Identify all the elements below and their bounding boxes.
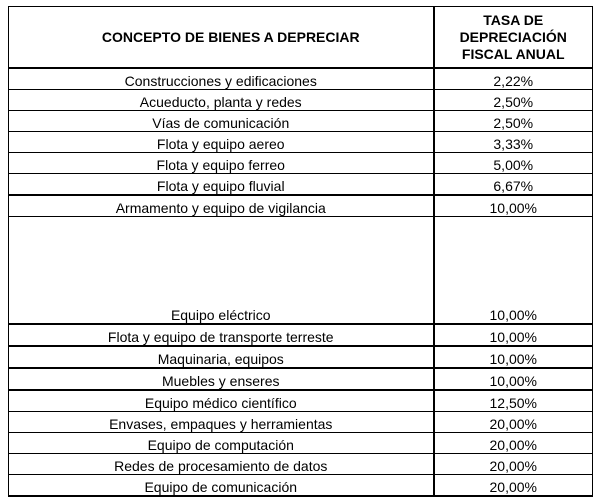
rate-title-line-2: DEPRECIACIÓN <box>459 28 567 45</box>
depreciation-rates-table <box>8 6 593 497</box>
rate-cell: 10,00% <box>434 346 593 368</box>
rate-cell: 20,00% <box>434 475 593 497</box>
table-row <box>9 153 593 174</box>
concept-cell: Envases, empaques y herramientas <box>9 412 434 433</box>
table-row <box>9 68 593 90</box>
concept-cell: Armamento y equipo de vigilancia <box>9 195 434 217</box>
concept-cell: Flota y equipo fluvial <box>9 174 434 196</box>
table-row <box>9 368 593 390</box>
table-row <box>9 475 593 497</box>
concept-cell: Vías de comunicación <box>9 111 434 132</box>
table-row <box>9 217 593 325</box>
rate-cell: 6,67% <box>434 174 593 196</box>
concept-cell: Equipo de comunicación <box>9 475 434 497</box>
concept-column-header <box>9 7 434 69</box>
rate-cell: 10,00% <box>434 368 593 390</box>
rate-title-line-3: FISCAL ANUAL <box>461 45 565 62</box>
concept-column-title: CONCEPTO DE BIENES A DEPRECIAR <box>101 29 360 45</box>
rate-cell: 20,00% <box>434 454 593 475</box>
concept-cell: Acueducto, planta y redes <box>9 90 434 111</box>
depreciation-table-container <box>8 6 592 497</box>
rate-column-header <box>434 7 593 69</box>
concept-cell: Flota y equipo ferreo <box>9 153 434 174</box>
rate-cell: 2,50% <box>434 90 593 111</box>
rate-cell: 10,00% <box>434 324 593 346</box>
concept-cell: Redes de procesamiento de datos <box>9 454 434 475</box>
table-row <box>9 454 593 475</box>
table-row <box>9 390 593 412</box>
table-header-row <box>9 7 593 69</box>
rate-cell: 12,50% <box>434 390 593 412</box>
concept-cell: Flota y equipo aereo <box>9 132 434 153</box>
table-row <box>9 433 593 454</box>
concept-cell: Equipo médico científico <box>9 390 434 412</box>
table-row <box>9 90 593 111</box>
concept-cell: Equipo eléctrico <box>9 217 434 325</box>
rate-cell: 2,50% <box>434 111 593 132</box>
rate-cell: 5,00% <box>434 153 593 174</box>
table-row <box>9 346 593 368</box>
rate-cell: 2,22% <box>434 68 593 90</box>
rate-cell: 20,00% <box>434 412 593 433</box>
rate-cell: 10,00% <box>434 195 593 217</box>
concept-cell: Flota y equipo de transporte terreste <box>9 324 434 346</box>
concept-cell: Construcciones y edificaciones <box>9 68 434 90</box>
concept-cell: Equipo de computación <box>9 433 434 454</box>
concept-cell: Muebles y enseres <box>9 368 434 390</box>
table-row <box>9 412 593 433</box>
rate-cell: 20,00% <box>434 433 593 454</box>
rate-title-line-1: TASA DE <box>483 11 544 28</box>
table-row <box>9 174 593 196</box>
table-row <box>9 111 593 132</box>
rate-cell: 10,00% <box>434 217 593 325</box>
rate-cell: 3,33% <box>434 132 593 153</box>
table-row <box>9 195 593 217</box>
table-row <box>9 324 593 346</box>
table-row <box>9 132 593 153</box>
concept-cell: Maquinaria, equipos <box>9 346 434 368</box>
